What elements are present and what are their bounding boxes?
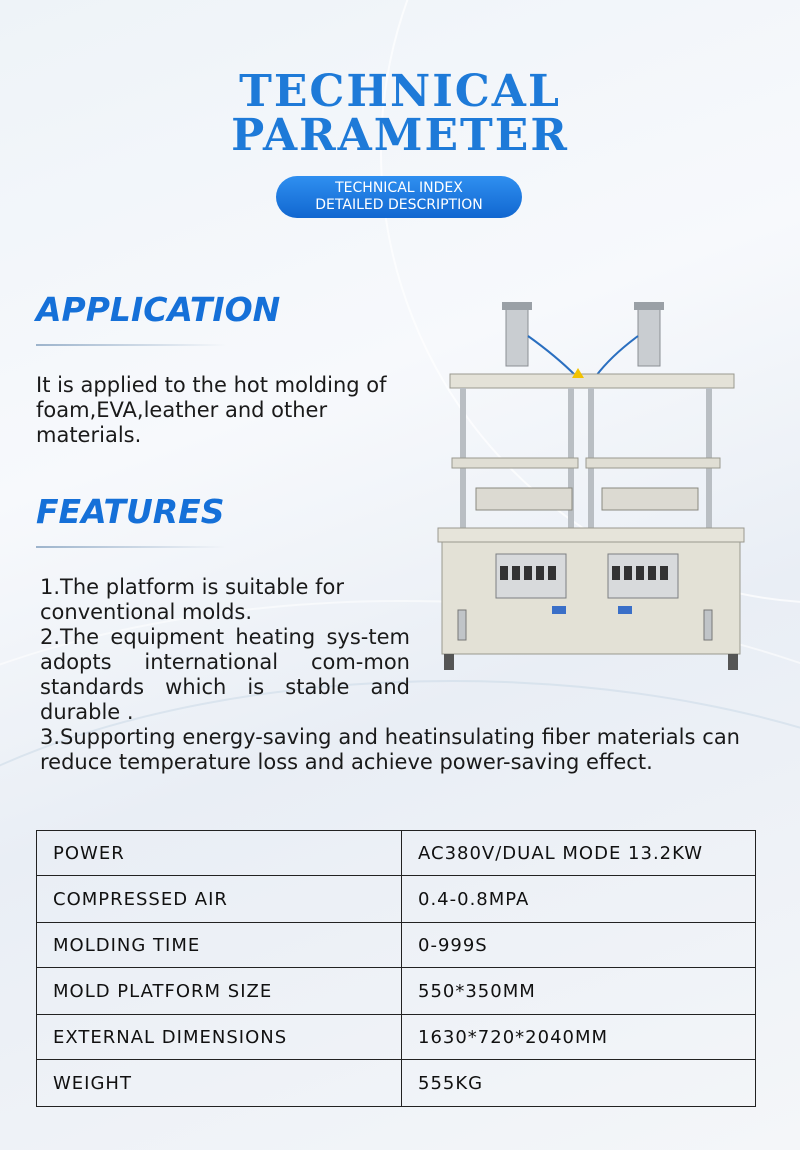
application-divider [36,344,226,346]
param-name: COMPRESSED AIR [37,876,402,923]
table-row [37,831,756,876]
param-name: EXTERNAL DIMENSIONS [37,1015,402,1060]
table-row [37,1015,756,1060]
table-row [37,968,756,1015]
param-name: POWER [37,831,402,876]
feature-item-1: 1.The platform is suitable for conventional molds. [40,575,344,624]
feature-item-3: 3.Supporting energy-saving and heatinsulating fiber materials can reduce temperature loss and achieve power-saving effect. [40,725,740,774]
param-value: AC380V/DUAL MODE 13.2KW [402,831,756,876]
features-divider [36,546,226,548]
param-name: WEIGHT [37,1060,402,1107]
technical-index-badge [276,176,522,218]
badge-line2: DETAILED DESCRIPTION [315,197,483,213]
param-name: MOLDING TIME [37,923,402,968]
param-value: 550*350MM [402,968,756,1015]
param-value: 1630*720*2040MM [402,1015,756,1060]
application-text: It is applied to the hot molding of foam,EVA,leather and other materials. [36,373,387,447]
param-value: 0.4-0.8MPA [402,876,756,923]
feature-item-2: 2.The equipment heating sys-tem adopts international com-mon standards which is stable and durable . [40,625,410,724]
param-value: 555KG [402,1060,756,1107]
page-title-line1: TECHNICAL [239,66,561,117]
application-heading: APPLICATION [36,290,281,329]
table-row [37,876,756,923]
page-title-line2: PARAMETER [231,110,569,161]
table-row [37,1060,756,1107]
machine-photo [436,296,746,676]
badge-line1: TECHNICAL INDEX [335,180,463,196]
parameters-table [36,830,756,1107]
features-heading: FEATURES [36,492,225,531]
param-name: MOLD PLATFORM SIZE [37,968,402,1015]
param-value: 0-999S [402,923,756,968]
table-row [37,923,756,968]
